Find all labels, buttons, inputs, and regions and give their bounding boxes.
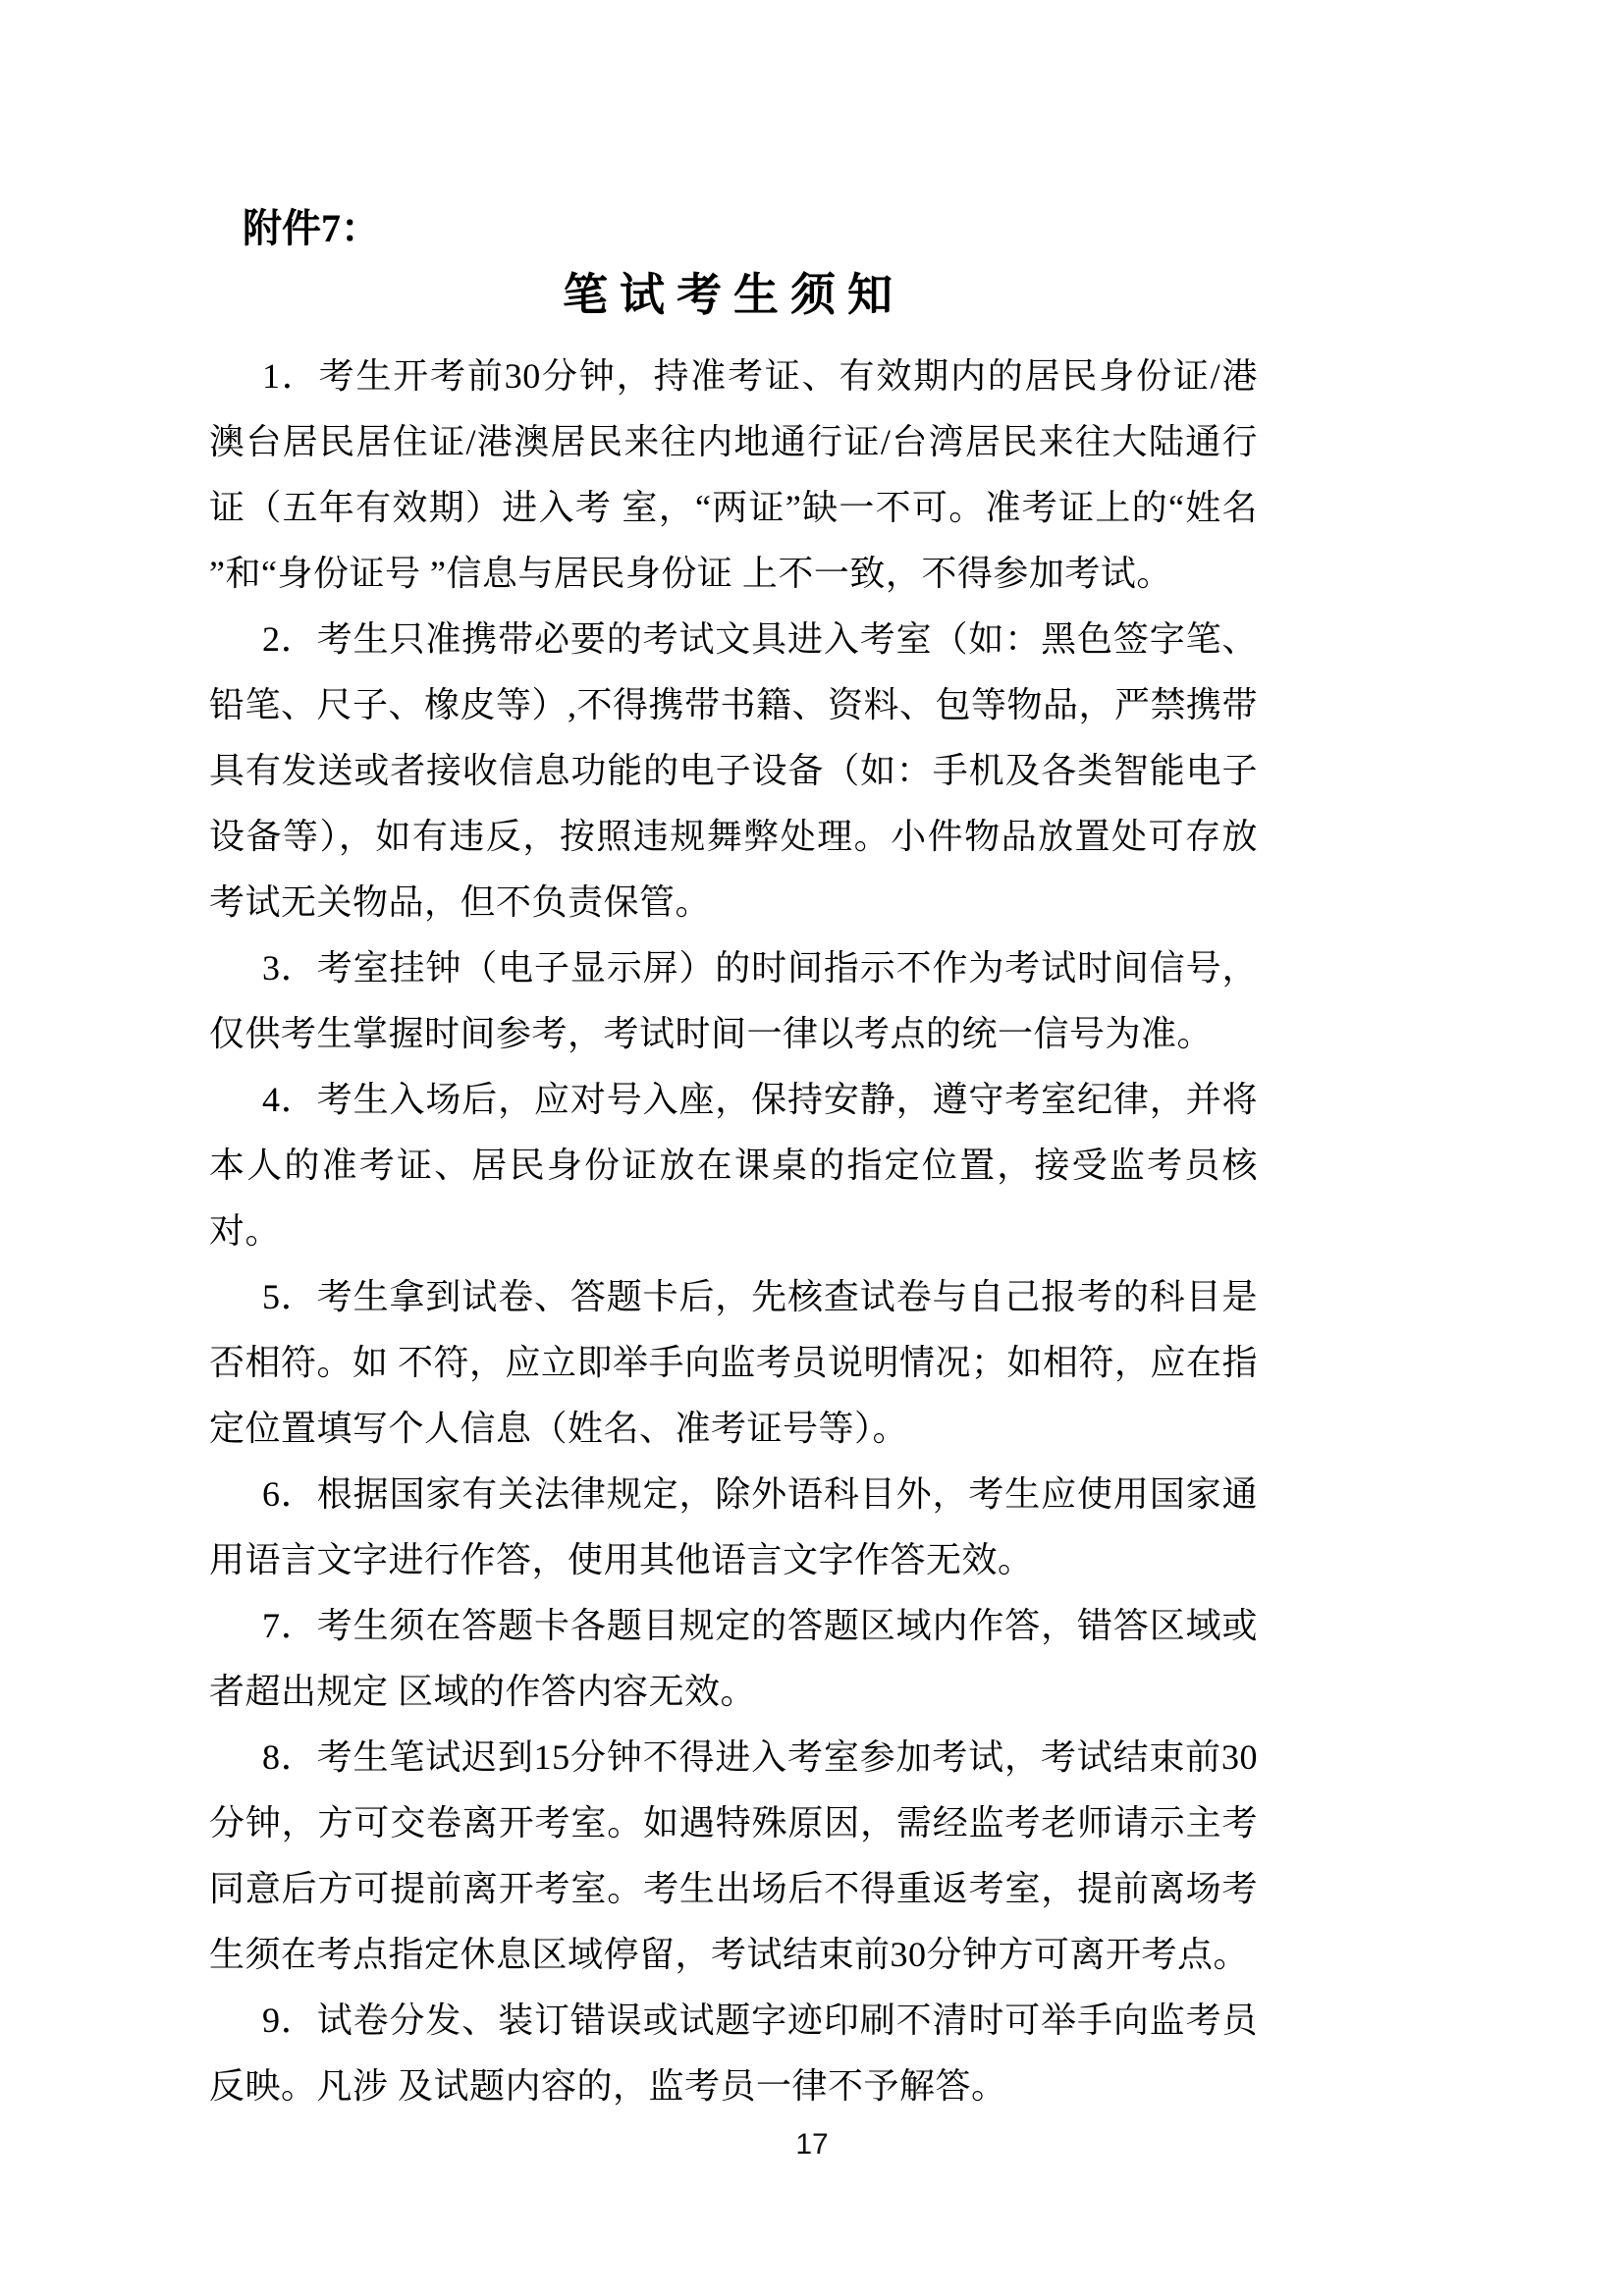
page-number: 17 — [795, 2128, 829, 2161]
notice-paragraph: 3．考室挂钟（电子显示屏）的时间指示不作为考试时间信号，仅供考生掌握时间参考，考试时间一律以考点的统一信号为准。 — [209, 948, 1258, 1053]
notice-paragraph: 6．根据国家有关法律规定，除外语科目外，考生应使用国家通用语言文字进行作答，使用其他语言文字作答无效。 — [209, 1474, 1258, 1579]
notice-paragraph: 4．考生入场后，应对号入座，保持安静，遵守考室纪律，并将本人的准考证、居民身份证放在课桌的指定位置，接受监考员核对。 — [209, 1080, 1258, 1251]
notice-body — [209, 344, 1258, 2119]
notice-paragraph: 2．考生只准携带必要的考试文具进入考室（如：黑色签字笔、铅笔、尺子、橡皮等）,不得携带书籍、资料、包等物品，严禁携带具有发送或者接收信息功能的电子设备（如：手机及各类智能电子设备等），如有违反，按照违规舞弊处理。小件物品放置处可存放考试无关物品，但不负责保管。 — [209, 619, 1259, 922]
notice-paragraph: 1．考生开考前30分钟，持准考证、有效期内的居民身份证/港澳台居民居住证/港澳居民来往内地通行证/台湾居民来往大陆通行证（五年有效期）进入考 室，“两证”缺一不可。准考证上的“姓名 ”和“身份证号 ”信息与居民身份证 上不一致，不得参加考试。 — [209, 356, 1258, 593]
document-content — [209, 202, 1258, 2119]
page-title: 笔试考生须知 — [563, 270, 904, 320]
notice-paragraph: 9．试卷分发、装订错误或试题字迹印刷不清时可举手向监考员反映。凡涉 及试题内容的，监考员一律不予解答。 — [209, 2001, 1258, 2106]
notice-paragraph: 8．考生笔试迟到15分钟不得进入考室参加考试，考试结束前30分钟，方可交卷离开考室。如遇特殊原因，需经监考老师请示主考同意后方可提前离开考室。考生出场后不得重返考室，提前离场考生须在考点指定休息区域停留，考试结束前30分钟方可离开考点。 — [209, 1737, 1258, 1974]
notice-paragraph: 5．考生拿到试卷、答题卡后，先核查试卷与自己报考的科目是否相符。如 不符，应立即举手向监考员说明情况；如相符，应在指定位置填写个人信息（姓名、准考证号等）。 — [209, 1277, 1259, 1448]
notice-paragraph: 7．考生须在答题卡各题目规定的答题区域内作答，错答区域或者超出规定 区域的作答内容无效。 — [209, 1606, 1258, 1711]
attachment-label: 附件7： — [243, 206, 380, 250]
